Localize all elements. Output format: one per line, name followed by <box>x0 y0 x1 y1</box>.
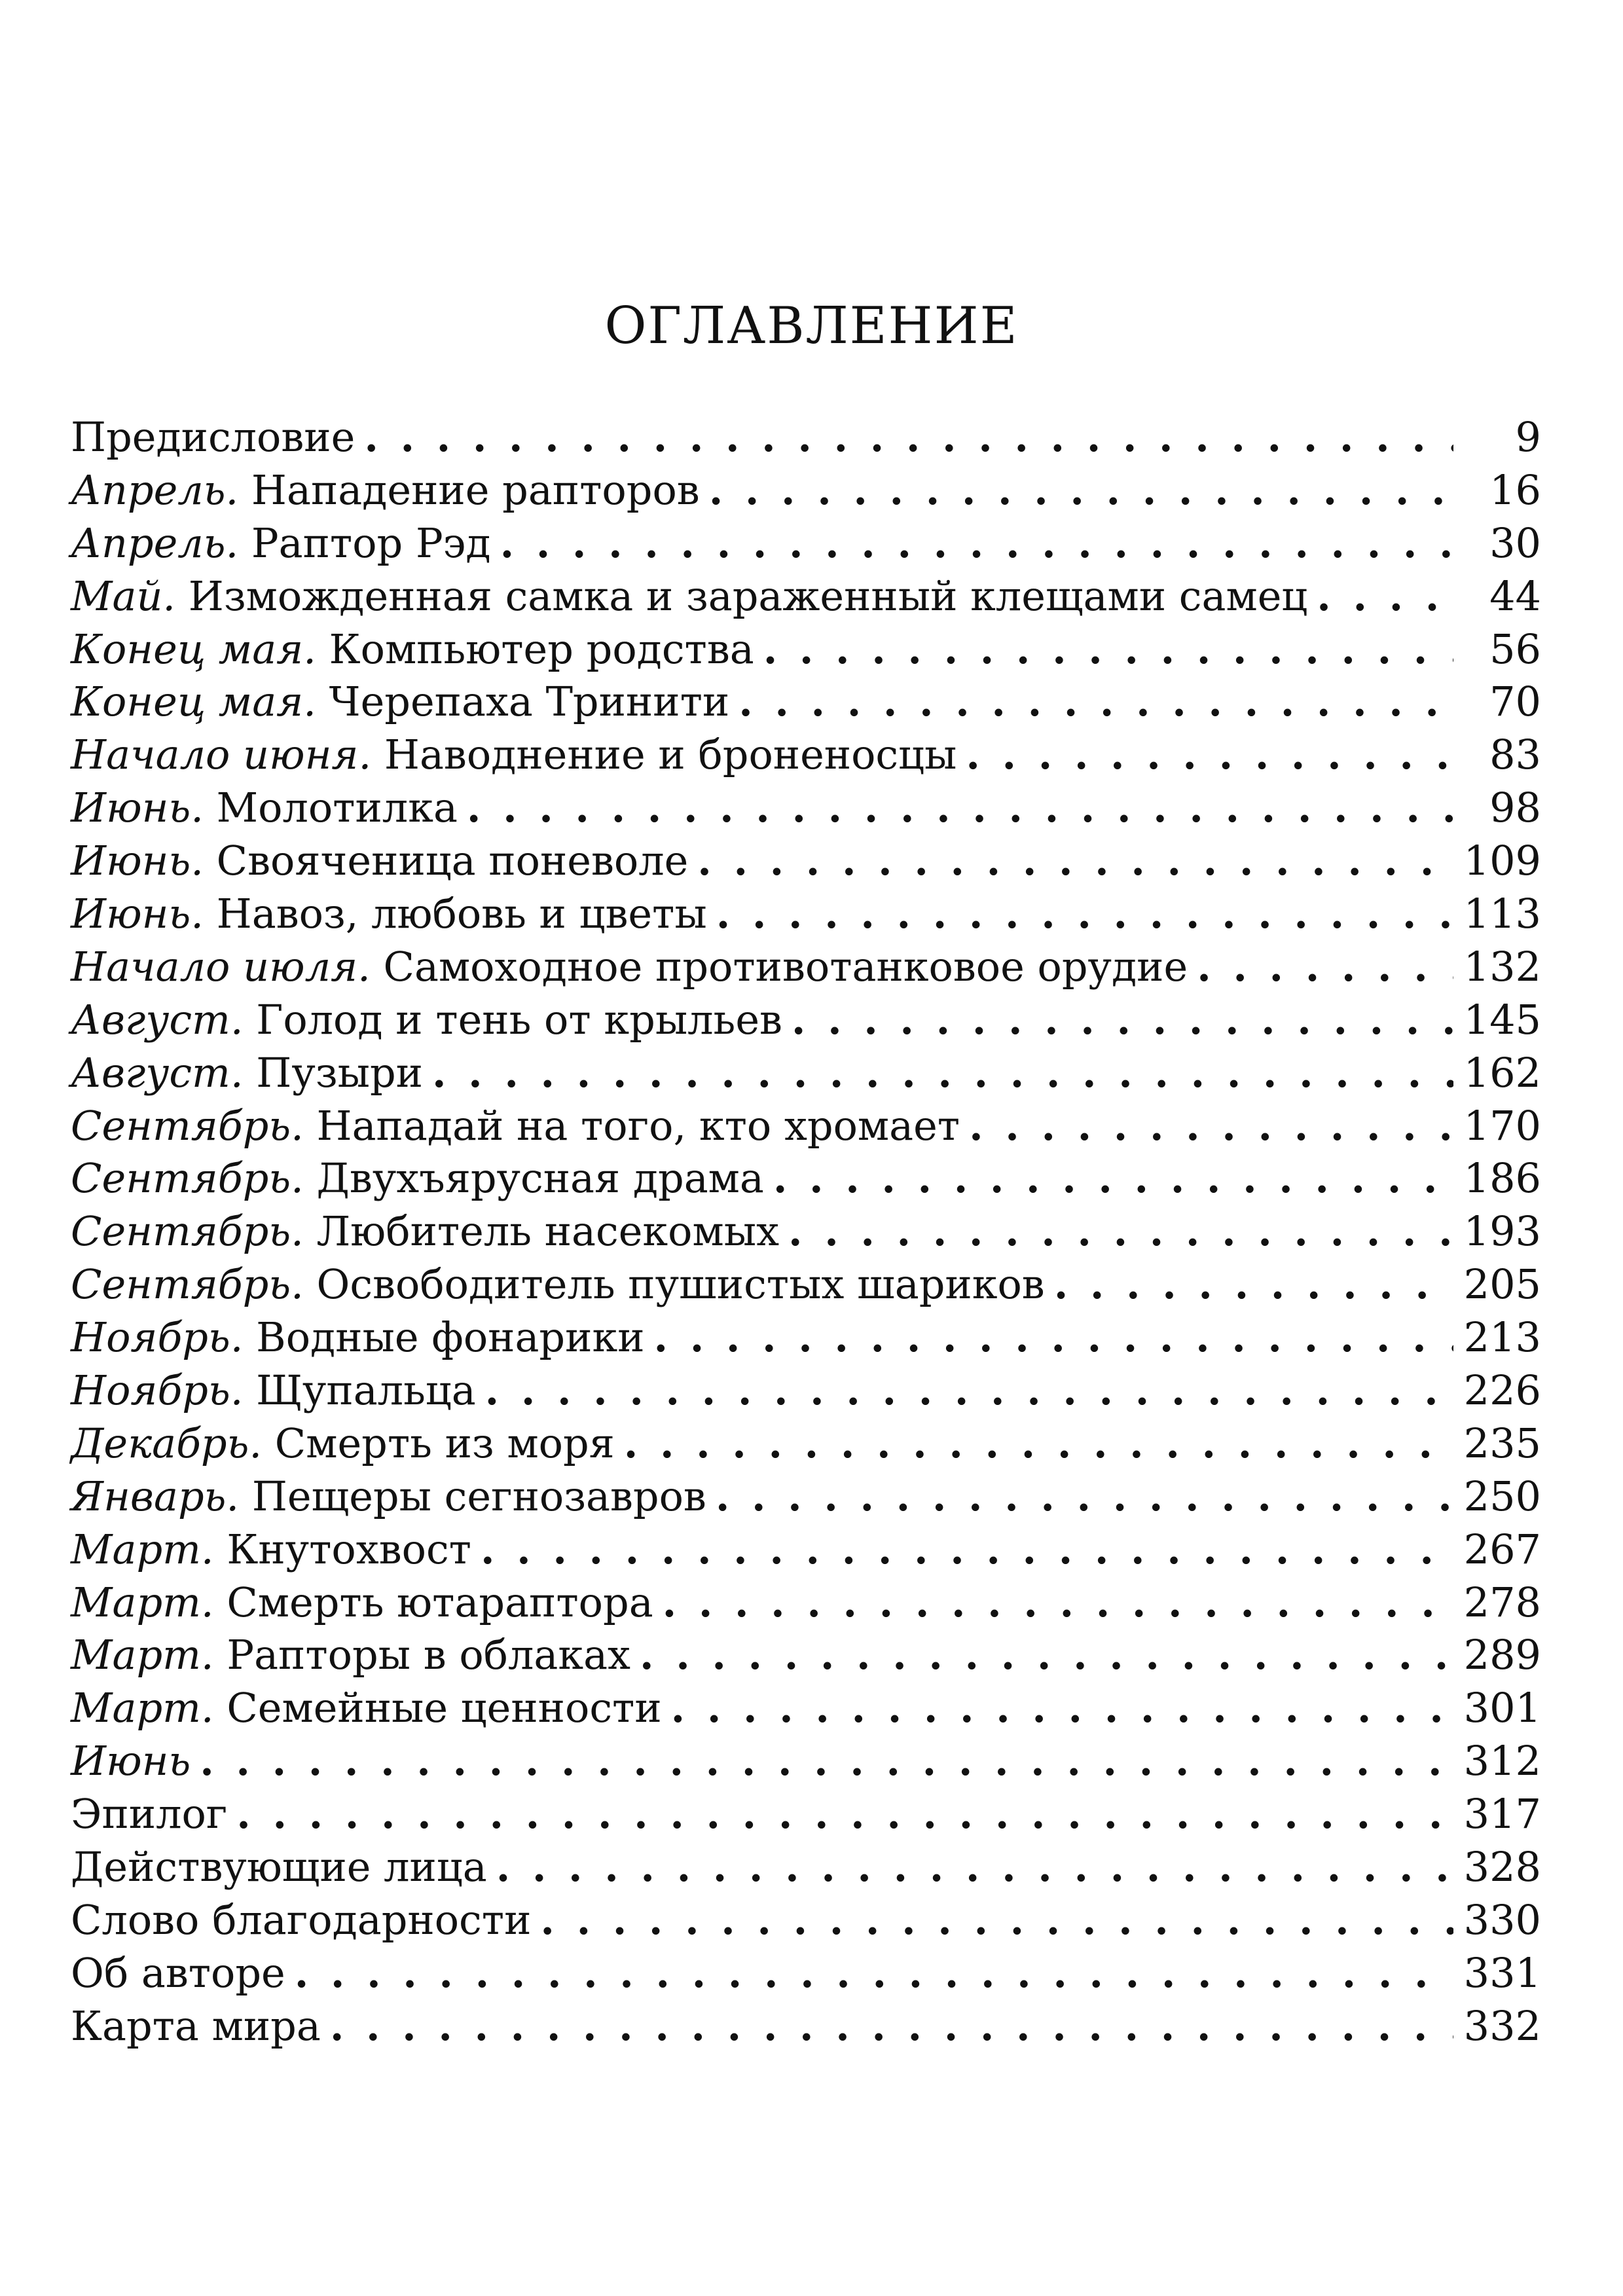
dot-leader <box>1054 1258 1453 1311</box>
toc-entry-text: Слово благодарности <box>71 1895 532 1944</box>
toc-entry-page-number: 213 <box>1463 1313 1541 1362</box>
toc-entry-page-number: 267 <box>1463 1525 1541 1573</box>
toc-entry-title <box>71 994 782 1046</box>
toc-entry-page-number: 289 <box>1463 1631 1541 1679</box>
toc-entry-month: Апрель. <box>71 465 239 514</box>
toc-entry-title <box>71 1576 653 1629</box>
toc-entry[interactable] <box>71 1841 1541 1894</box>
toc-entry-page-number: 317 <box>1463 1790 1541 1838</box>
toc-entry[interactable] <box>71 570 1541 623</box>
toc-entry-text: Смерть из моря <box>262 1419 615 1467</box>
toc-entry-title <box>71 1947 285 1999</box>
toc-entry-title <box>71 941 1188 993</box>
toc-entry[interactable] <box>71 782 1541 835</box>
toc-entry-title <box>71 411 355 464</box>
dot-leader <box>966 729 1453 781</box>
toc-entry-text: Смерть ютараптора <box>213 1578 653 1626</box>
toc-entry-text: Нападай на того, кто хромает <box>303 1101 960 1150</box>
toc-entry-text: Освободитель пушистых шариков <box>303 1260 1045 1309</box>
toc-entry-page-number: 193 <box>1463 1207 1541 1256</box>
dot-leader <box>485 1364 1453 1417</box>
toc-entry[interactable] <box>71 1894 1541 1947</box>
dot-leader <box>1317 570 1453 623</box>
toc-entry-text: Раптор Рэд <box>238 519 491 567</box>
toc-entry[interactable] <box>71 941 1541 994</box>
dot-leader <box>792 994 1453 1046</box>
dot-leader <box>432 1047 1453 1099</box>
toc-entry-page-number: 113 <box>1463 890 1541 938</box>
toc-entry-title <box>71 888 707 940</box>
toc-entry-text: Щупальца <box>243 1366 476 1415</box>
toc-entry[interactable] <box>71 676 1541 729</box>
toc-entry-page-number: 9 <box>1515 413 1541 461</box>
toc-entry-title <box>71 782 458 834</box>
toc-entry-title <box>71 1047 423 1099</box>
toc-entry-month: Конец мая. <box>71 625 316 673</box>
toc-entry-text: Предисловие <box>71 413 356 461</box>
dot-leader <box>500 517 1453 570</box>
toc-entry-text: Любитель насекомых <box>303 1207 780 1256</box>
toc-entry-page-number: 145 <box>1463 995 1541 1044</box>
toc-entry-title <box>71 570 1307 623</box>
toc-entry-title <box>71 2000 321 2052</box>
toc-entry[interactable] <box>71 2000 1541 2053</box>
toc-entry-text: Об авторе <box>71 1948 285 1997</box>
toc-entry-title <box>71 1735 191 1787</box>
dot-leader <box>773 1152 1453 1205</box>
toc-entry-month: Сентябрь. <box>71 1101 304 1150</box>
dot-leader <box>709 464 1453 517</box>
toc-entry-page-number: 301 <box>1463 1684 1541 1732</box>
dot-leader <box>763 623 1453 676</box>
toc-entry[interactable] <box>71 464 1541 517</box>
toc-entry-text: Молотилка <box>203 784 458 832</box>
toc-entry-month: Начало июня. <box>71 731 372 779</box>
toc-entry-title <box>71 1523 471 1576</box>
toc-entry-title <box>71 1788 227 1840</box>
toc-entry[interactable] <box>71 1576 1541 1630</box>
toc-entry[interactable] <box>71 1788 1541 1841</box>
toc-entry-month: Март. <box>71 1578 214 1626</box>
dot-leader <box>716 1470 1453 1523</box>
toc-entry-text: Двухъярусная драма <box>303 1154 764 1203</box>
toc-entry-month: Сентябрь. <box>71 1260 304 1309</box>
dot-leader <box>481 1523 1453 1576</box>
toc-entry-text: Пузыри <box>243 1048 423 1097</box>
toc-entry[interactable] <box>71 994 1541 1047</box>
dot-leader <box>364 411 1453 464</box>
toc-entry-title <box>71 835 688 887</box>
toc-entry-month: Июнь <box>71 1737 191 1785</box>
dot-leader <box>663 1576 1453 1629</box>
toc-entry[interactable] <box>71 1152 1541 1205</box>
toc-entry-month: Июнь. <box>71 784 204 832</box>
toc-entry-text: Кнутохвост <box>213 1525 471 1573</box>
toc-entry-title <box>71 1841 487 1893</box>
toc-entry[interactable] <box>71 1417 1541 1470</box>
dot-leader <box>540 1894 1453 1946</box>
toc-entry-month: Март. <box>71 1525 214 1573</box>
toc-entry-page-number: 162 <box>1463 1048 1541 1097</box>
toc-entry-month: Начало июля. <box>71 942 371 991</box>
toc-entry[interactable] <box>71 1735 1541 1788</box>
toc-entry[interactable] <box>71 1629 1541 1682</box>
toc-entry[interactable] <box>71 517 1541 570</box>
toc-entry-month: Ноябрь. <box>71 1366 244 1415</box>
toc-entry-text: Черепаха Тринити <box>316 678 730 726</box>
toc-entry-month: Январь. <box>71 1472 240 1520</box>
dot-leader <box>788 1205 1453 1258</box>
toc-entry-page-number: 331 <box>1463 1948 1541 1997</box>
toc-entry-page-number: 328 <box>1463 1843 1541 1891</box>
toc-entry-text: Пещеры сегнозавров <box>239 1472 706 1520</box>
toc-entry[interactable] <box>71 623 1541 676</box>
toc-entry-page-number: 109 <box>1463 837 1541 885</box>
toc-entry-page-number: 332 <box>1463 2001 1541 2050</box>
toc-entry-title <box>71 1152 764 1205</box>
dot-leader <box>671 1682 1453 1734</box>
toc-entry-text: Голод и тень от крыльев <box>243 995 782 1044</box>
toc-entry-page-number: 30 <box>1489 519 1541 567</box>
toc-entry-month: Июнь. <box>71 890 204 938</box>
toc-entry-month: Ноябрь. <box>71 1313 244 1362</box>
toc-entry-text: Действующие лица <box>71 1843 487 1891</box>
dot-leader <box>640 1629 1453 1681</box>
dot-leader <box>624 1417 1453 1470</box>
toc-entry-month: Сентябрь. <box>71 1207 304 1256</box>
toc-entry-month: Июнь. <box>71 837 204 885</box>
toc-entry[interactable] <box>71 411 1541 464</box>
toc-entry-text: Водные фонарики <box>243 1313 645 1362</box>
dot-leader <box>697 835 1453 887</box>
toc-entry-text: Эпилог <box>71 1790 228 1838</box>
toc-entry-page-number: 330 <box>1463 1895 1541 1944</box>
toc-entry-text: Компьютер родства <box>316 625 754 673</box>
page-title: ОГЛАВЛЕНИЕ <box>604 297 1019 355</box>
toc-entry-text: Наводнение и броненосцы <box>371 731 957 779</box>
toc-entry-title <box>71 729 957 781</box>
toc-entry-page-number: 70 <box>1489 678 1541 726</box>
dot-leader <box>496 1841 1453 1893</box>
toc-entry-month: Декабрь. <box>71 1419 263 1467</box>
toc-entry[interactable] <box>71 1205 1541 1258</box>
toc-entry-page-number: 98 <box>1489 784 1541 832</box>
toc-entry-text: Семейные ценности <box>213 1684 662 1732</box>
dot-leader <box>654 1311 1453 1364</box>
toc-entry[interactable] <box>71 1523 1541 1576</box>
toc-entry[interactable] <box>71 1364 1541 1417</box>
toc-entry-title <box>71 1258 1045 1311</box>
toc-entry-month: Март. <box>71 1684 214 1732</box>
toc-entry[interactable] <box>71 888 1541 941</box>
toc-entry-text: Изможденная самка и зараженный клещами самец <box>175 572 1308 620</box>
toc-entry-title <box>71 1682 662 1734</box>
dot-leader <box>330 2000 1453 2052</box>
toc-entry-title <box>71 1100 960 1152</box>
toc-entry-page-number: 205 <box>1463 1260 1541 1309</box>
toc-entry[interactable] <box>71 729 1541 782</box>
toc-entry-page-number: 44 <box>1489 572 1541 620</box>
toc-entry-month: Конец мая. <box>71 678 316 726</box>
dot-leader <box>716 888 1453 940</box>
toc-entry-month: Сентябрь. <box>71 1154 304 1203</box>
toc-entry-page-number: 250 <box>1463 1472 1541 1520</box>
toc-entry-month: Август. <box>71 995 244 1044</box>
dot-leader <box>467 782 1453 834</box>
toc-entry[interactable] <box>71 1100 1541 1153</box>
toc-entry-page-number: 186 <box>1463 1154 1541 1203</box>
toc-entry-title <box>71 1894 531 1946</box>
toc-entry-text: Свояченица поневоле <box>203 837 689 885</box>
toc-entry-month: Август. <box>71 1048 244 1097</box>
toc-entry-title <box>71 623 754 676</box>
toc-entry-page-number: 132 <box>1463 942 1541 991</box>
toc-entry-text: Нападение рапторов <box>238 465 700 514</box>
toc-entry-month: Апрель. <box>71 519 239 567</box>
toc-entry-title <box>71 1470 706 1523</box>
toc-entry-title <box>71 1311 645 1364</box>
toc-entry-title <box>71 1205 779 1258</box>
dot-leader <box>200 1735 1453 1787</box>
toc-entry-page-number: 312 <box>1463 1737 1541 1785</box>
toc-entry-page-number: 278 <box>1463 1578 1541 1626</box>
toc-entry-page-number: 235 <box>1463 1419 1541 1467</box>
toc-entry-page-number: 226 <box>1463 1366 1541 1415</box>
dot-leader <box>969 1100 1453 1152</box>
toc-entry-text: Рапторы в облаках <box>213 1631 631 1679</box>
toc-entry-title <box>71 517 491 570</box>
toc-entry-month: Март. <box>71 1631 214 1679</box>
toc-entry-page-number: 56 <box>1489 625 1541 673</box>
toc-entry[interactable] <box>71 1470 1541 1523</box>
table-of-contents <box>71 411 1541 2053</box>
toc-entry[interactable] <box>71 1947 1541 2000</box>
toc-entry-page-number: 83 <box>1489 731 1541 779</box>
toc-entry-title <box>71 676 729 728</box>
dot-leader <box>295 1947 1453 1999</box>
toc-entry-title <box>71 1629 630 1681</box>
toc-entry-title <box>71 464 700 517</box>
toc-entry[interactable] <box>71 1682 1541 1735</box>
toc-entry-text: Карта мира <box>71 2001 321 2050</box>
toc-entry[interactable] <box>71 1258 1541 1311</box>
toc-entry[interactable] <box>71 1311 1541 1364</box>
toc-entry[interactable] <box>71 835 1541 888</box>
dot-leader <box>236 1788 1453 1840</box>
toc-entry-month: Май. <box>71 572 176 620</box>
toc-entry-text: Самоходное противотанковое орудие <box>370 942 1188 991</box>
dot-leader <box>739 676 1453 728</box>
toc-entry-text: Навоз, любовь и цветы <box>203 890 707 938</box>
toc-entry-page-number: 170 <box>1463 1101 1541 1150</box>
toc-entry-title <box>71 1364 476 1417</box>
toc-entry-page-number: 16 <box>1489 465 1541 514</box>
dot-leader <box>1197 941 1453 993</box>
toc-entry-title <box>71 1417 615 1470</box>
toc-entry[interactable] <box>71 1047 1541 1100</box>
